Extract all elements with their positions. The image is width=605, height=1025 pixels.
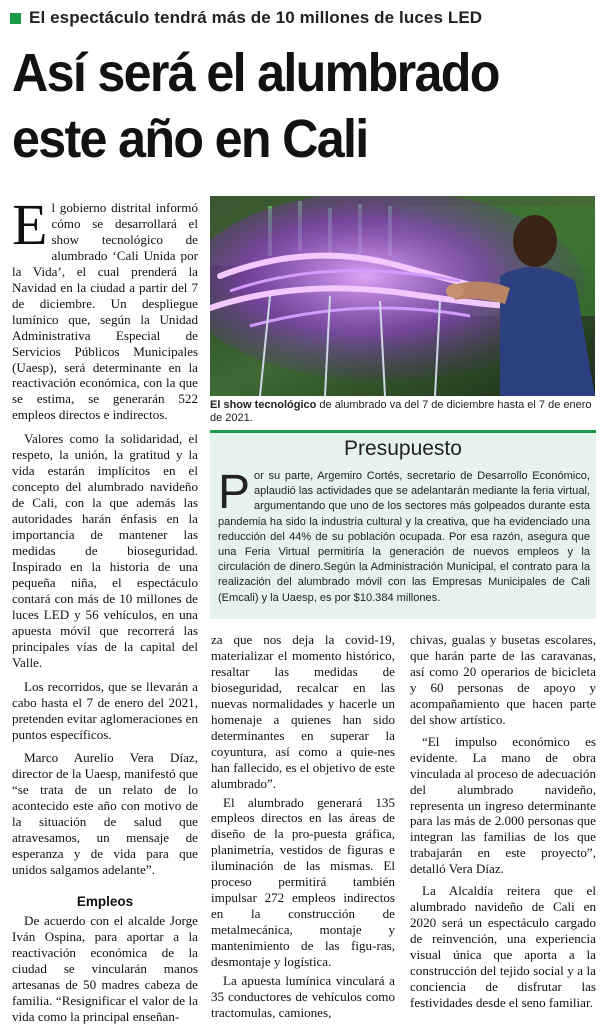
drop-cap: E xyxy=(12,192,48,257)
paragraph: Los recorridos, que se llevarán a cabo hasta el 7 de enero del 2021, pretenden evitar aglomeraciones en puntos específicos. xyxy=(12,678,198,742)
paragraph xyxy=(12,192,198,423)
headline xyxy=(12,40,556,172)
photo xyxy=(210,196,595,396)
headline-line-2: este año en Cali xyxy=(12,109,368,169)
paragraph: Valores como la solidaridad, el respeto, la unión, la gratitud y la vida estarán implícitos en el concepto del alumbrado navideño de Cali, con la que además las autoridades harán énfasis en la importancia de mantener las medidas de bioseguridad. Inspirado en la historia de una pequeña niña, el espectáculo contará con más de 10 millones de luces LED y 56 vehículos, en una apuesta móvil que recorrerá las principales vías de la capital del Valle. xyxy=(12,431,198,670)
paragraph: “El impulso económico es evidente. La mano de obra vinculada al proceso de adecuación del alumbrado navideño, representa un ingreso determinante para las más de 2.000 personas que integran las familias de los que trabajarán en este proyecto”, detalló Vera Díaz. xyxy=(410,733,596,877)
headline-line-1: Así será el alumbrado xyxy=(12,43,499,103)
paragraph: El alumbrado generará 135 empleos directos en las áreas de diseño de la pro-puesta gráfica, planimetría, vestidos de figuras e iluminación de las mismas. El proceso permitirá también impulsar 272 empleos indirectos en la construcción de metalmecánica, montaje y mantenimiento de las figu-ras, desmontaje y logística. xyxy=(211,794,395,970)
paragraph: za que nos deja la covid-19, materializar el momento histórico, resaltar las medidas de bioseguridad, recalcar en las nuevas normalidades y hacerle un homenaje a quienes han sido determinantes en superar la coyuntura, así como a quie-nes han fallecido, es el objetivo de este alumbrado”. xyxy=(211,632,395,791)
column-2 xyxy=(211,632,395,1021)
subheading-empleos: Empleos xyxy=(76,894,134,910)
box-body xyxy=(210,463,596,606)
kicker-square xyxy=(10,13,21,24)
paragraph: La Alcaldía reitera que el alumbrado navideño de Cali en 2020 será un espectáculo cargado de reinvención, una experiencia visual única que aporta a la construcción del tejido social y a la conciencia de disfrutar las festividades desde el seno familiar. xyxy=(410,883,596,1010)
paragraph: Marco Aurelio Vera Díaz, director de la Uaesp, manifestó que “se trata de un relato de lo acontecido este año con motivo de la situación de salud que atravesamos, un mensaje de esperanza y de vida para que unidos salgamos adelante”. xyxy=(12,750,198,878)
paragraph: De acuerdo con el alcalde Jorge Iván Ospina, para aportar a la reactivación económica de la ciudad se vincularán manos artesanas de 50 madres cabeza de familia. “Resignificar el valor de la vida como la principal enseñan- xyxy=(12,913,198,1024)
kicker xyxy=(10,8,600,28)
caption-text: de alumbrado va del 7 de diciembre hasta el 7 de enero de 2021. xyxy=(210,399,592,424)
column-1 xyxy=(12,192,198,1025)
box-drop-cap: P xyxy=(218,466,251,519)
column-3 xyxy=(410,632,596,1011)
kicker-text: El espectáculo tendrá más de 10 millones de luces LED xyxy=(29,8,483,27)
box-body-text: or su parte, Argemiro Cortés, secretario de Desarrollo Económico, aplaudió las actividades que se adelantarán mediante la feria virtual, argumentando que uno de los sectores más golpeados durante esta pandemia ha sido la industria cultural y la creativa, que ha evidenciado una reducción del 44% de su población ocupada. Por esa razón, asegura que una Feria Virtual permitiría la generación de nuevos empleos y la circulación de dinero.Según la Administración Municipal, el contrato para la realización del alumbrado móvil con las Empresas Municipales de Cali (Emcali) y la Uaesp, es por $10.384 millones. xyxy=(218,470,590,604)
photo-icon xyxy=(210,196,595,396)
paragraph: chivas, gualas y busetas escolares, que harán parte de las caravanas, así como 20 operarios de bicicleta y 60 personas de apoyo y acompañamiento que hacen parte del show artístico. xyxy=(410,632,596,727)
photo-caption xyxy=(210,399,595,424)
box-title: Presupuesto xyxy=(344,437,462,460)
caption-bold: El show tecnológico xyxy=(210,399,317,411)
paragraph-text: l gobierno distrital informó cómo se desarrollará el show tecnológico de alumbrado ‘Cali Unida por la Vida’, el cual prenderá la Navidad en la ciudad a partir del 7 de diciembre. Un despliegue lumínico que, según la Unidad Administrativa Especial de Servicios Públicos Municipales (Uaesp), será determinante en la reactivación económica, con la que se estima, se generarán 522 empleos directos e indirectos. xyxy=(12,200,198,423)
sidebar-box-presupuesto xyxy=(210,430,596,619)
paragraph: La apuesta lumínica vinculará a 35 conductores de vehículos como tractomulas, camiones, xyxy=(211,973,395,1020)
